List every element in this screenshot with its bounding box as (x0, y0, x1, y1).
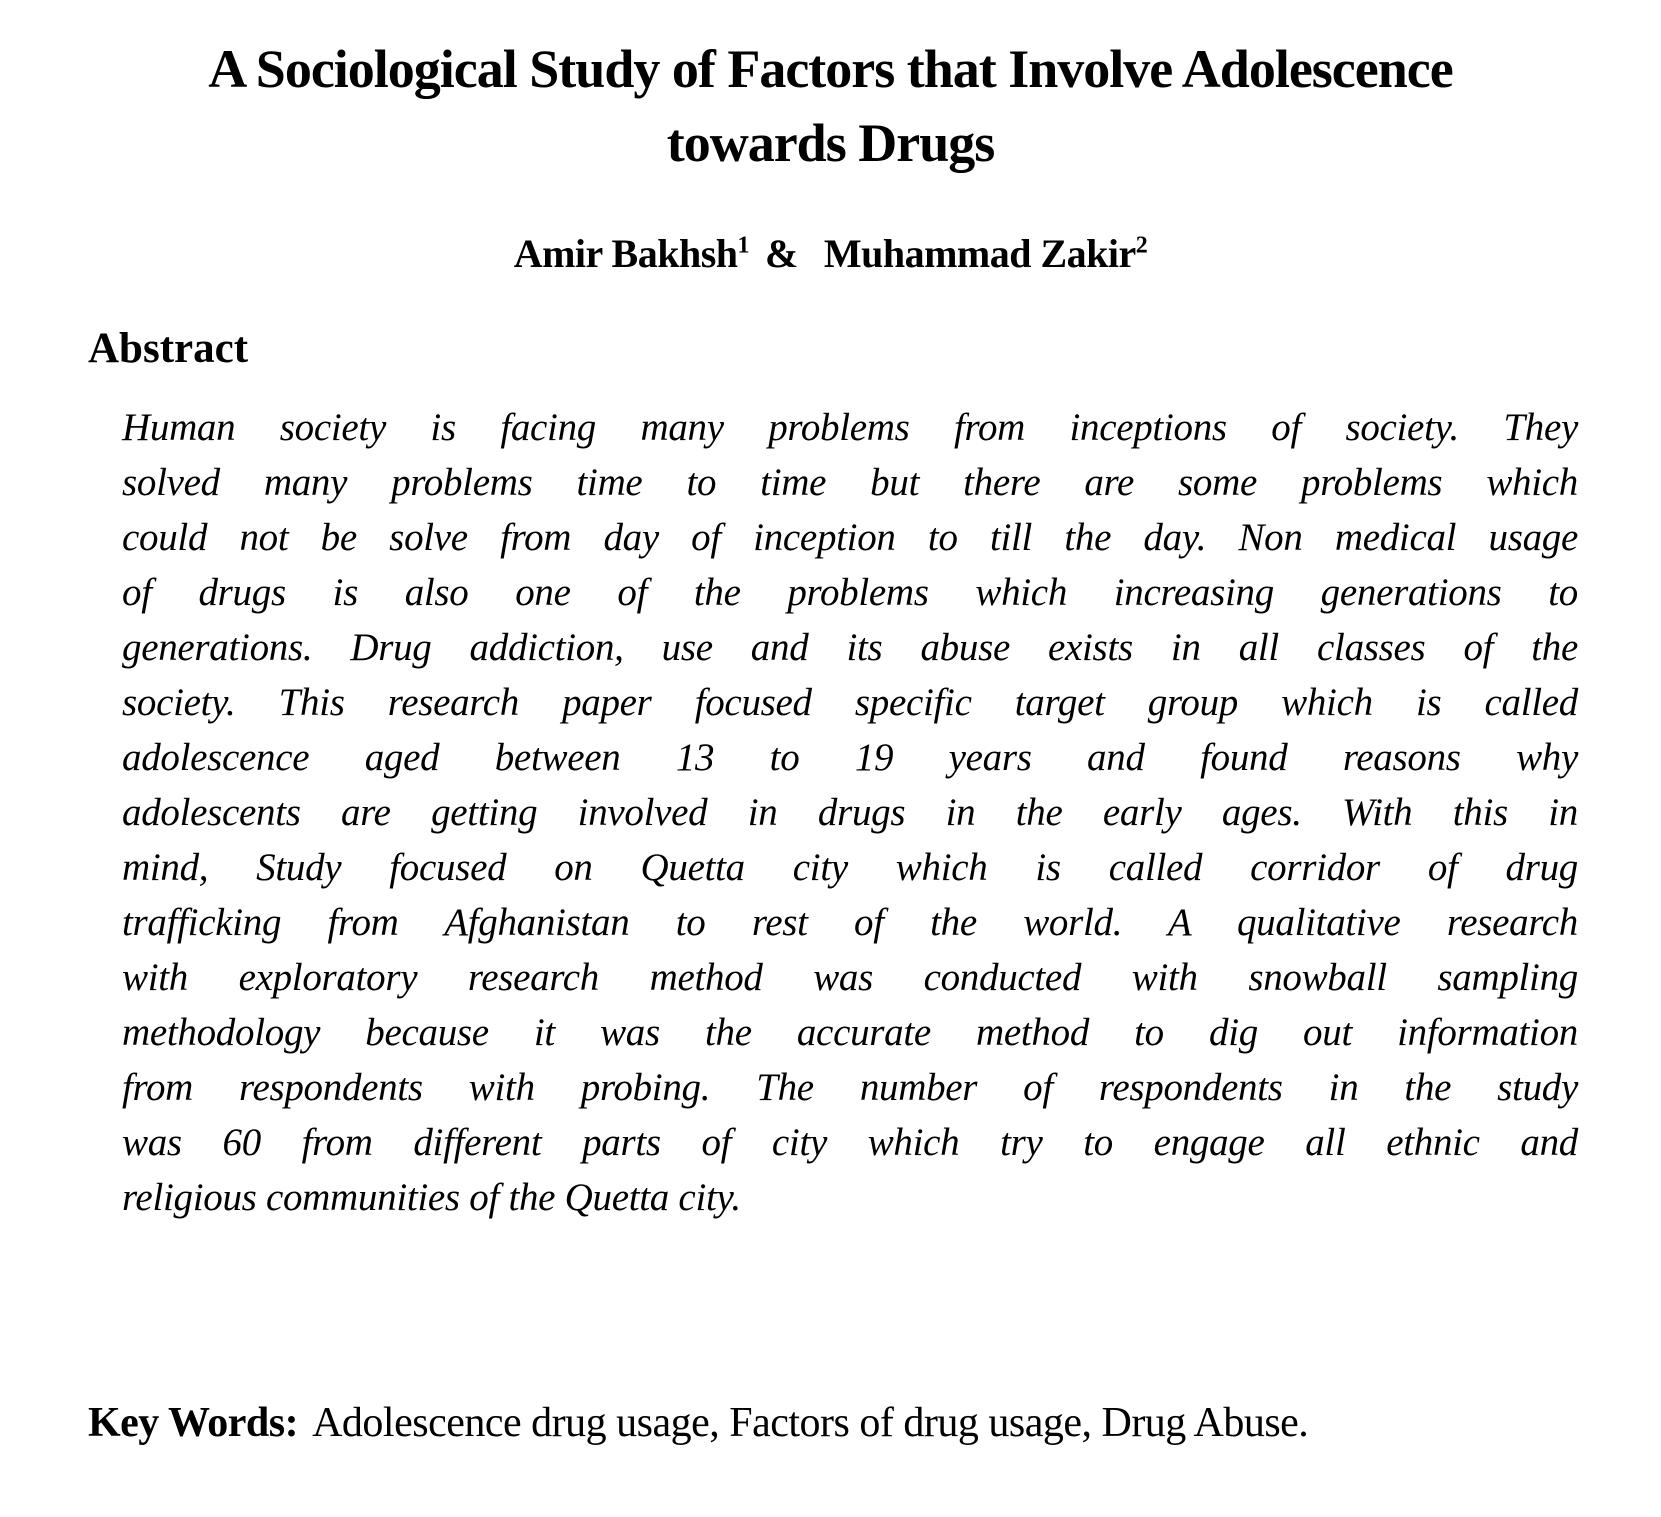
abstract-text (122, 400, 1578, 1225)
abstract-line: society. This research paper focused specific target group which is called (122, 681, 1578, 724)
abstract-line: with exploratory research method was conducted with snowball sampling (122, 956, 1578, 999)
abstract-line: religious communities of the Quetta city. (122, 1176, 741, 1219)
abstract-line: of drugs is also one of the problems which increasing generations to (122, 571, 1578, 614)
author-1 (514, 231, 749, 276)
keywords-label: Key Words: (88, 1400, 299, 1446)
abstract-line: mind, Study focused on Quetta city which is called corridor of drug (122, 846, 1578, 889)
abstract-line: trafficking from Afghanistan to rest of the world. A qualitative research (122, 901, 1578, 944)
author-1-name: Amir Bakhsh (513, 231, 738, 276)
abstract-line: solved many problems time to time but there are some problems which (122, 461, 1578, 504)
paper-title-line-1: A Sociological Study of Factors that Involve Adolescence (208, 39, 1453, 99)
abstract-line: generations. Drug addiction, use and its abuse exists in all classes of the (122, 626, 1578, 669)
authors-line (0, 230, 1661, 278)
paper-title (0, 32, 1661, 180)
abstract-line: could not be solve from day of inception to till the day. Non medical usage (122, 516, 1578, 559)
abstract-line: Human society is facing many problems from inceptions of society. They (122, 406, 1578, 449)
abstract-line: adolescents are getting involved in drugs in the early ages. With this in (122, 791, 1578, 834)
paper-title-line-2: towards Drugs (666, 113, 995, 173)
author-1-affiliation-superscript: 1 (737, 232, 750, 259)
abstract-line: from respondents with probing. The number of respondents in the study (122, 1066, 1578, 1109)
authors-separator: & (765, 231, 798, 276)
author-2-name: Muhammad Zakir (823, 231, 1136, 276)
abstract-line: adolescence aged between 13 to 19 years and found reasons why (122, 736, 1578, 779)
keywords-line (88, 1397, 1661, 1449)
abstract-line: methodology because it was the accurate method to dig out information (122, 1011, 1578, 1054)
abstract-heading: Abstract (88, 325, 249, 372)
keywords-text: Adolescence drug usage, Factors of drug usage, Drug Abuse. (312, 1400, 1309, 1446)
abstract-line: was 60 from different parts of city which try to engage all ethnic and (122, 1121, 1578, 1164)
author-2-affiliation-superscript: 2 (1135, 232, 1148, 259)
author-2 (824, 231, 1147, 276)
